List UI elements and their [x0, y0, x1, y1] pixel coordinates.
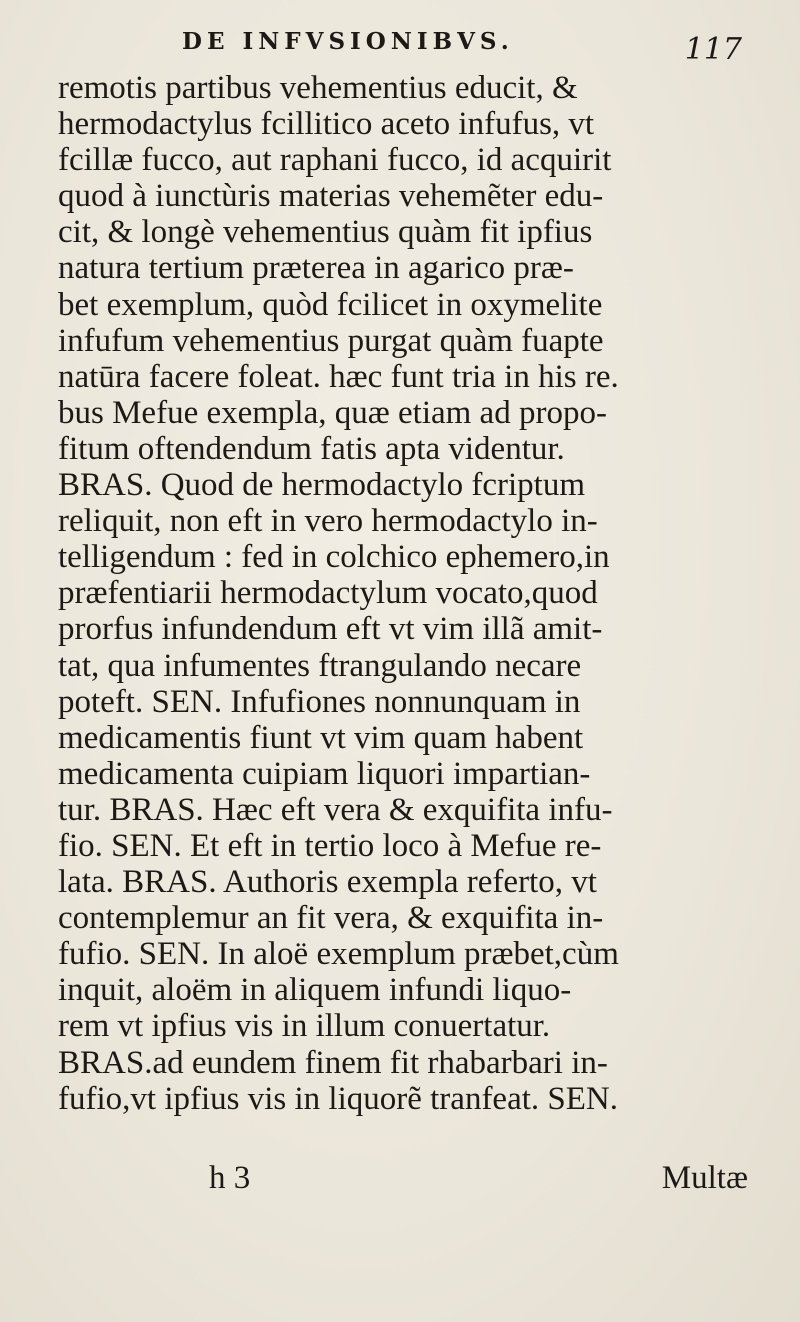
running-head: DE INFVSIONIBVS.: [182, 28, 514, 55]
text-line: medicamentis fiunt vt vim quam habent: [58, 719, 584, 756]
text-line: BRAS.ad eundem finem fit rhabarbari in-: [58, 1044, 608, 1081]
text-line: reliquit, non eft in vero hermodactylo in-: [58, 503, 598, 540]
text-line: bus Mefue exempla, quæ etiam ad propo-: [58, 394, 607, 431]
text-line: quod à iunctùris materias vehemẽter edu-: [58, 178, 604, 215]
text-block: [58, 70, 758, 1117]
text-line: lata. BRAS. Authoris exempla referto, vt: [58, 864, 597, 901]
text-line: bet exemplum, quòd fcilicet in oxymelite: [58, 286, 603, 323]
text-line: fitum oftendendum fatis apta videntur.: [58, 430, 565, 467]
text-line: fufio. SEN. In aloë exemplum præbet,cùm: [58, 936, 619, 973]
page-footer: [64, 1160, 754, 1200]
text-line: tat, qua infumentes ftrangulando necare: [58, 647, 582, 684]
catchword: Multæ: [661, 1160, 748, 1196]
text-line: infufum vehementius purgat quàm fuapte: [58, 322, 604, 359]
signature-mark: h 3: [209, 1160, 251, 1196]
text-line: natura tertium præterea in agarico præ-: [58, 250, 574, 287]
text-line: tur. BRAS. Hæc eft vera & exquifita infu-: [58, 791, 613, 828]
text-line: cit, & longè vehementius quàm fit ipfius: [58, 214, 593, 251]
text-line: fufio,vt ipfius vis in liquorẽ tranfeat. SEN.: [58, 1080, 618, 1117]
text-line: fcillæ fucco, aut raphani fucco, id acquirit: [58, 142, 612, 179]
text-line: inquit, aloëm in aliquem infundi liquo-: [58, 972, 572, 1009]
text-line: hermodactylus fcillitico aceto infufus, vt: [58, 106, 595, 143]
text-line: præfentiarii hermodactylum vocato,quod: [58, 575, 598, 612]
text-line: fio. SEN. Et eft in tertio loco à Mefue re-: [58, 827, 602, 864]
text-line: telligendum : fed in colchico ephemero,in: [58, 539, 610, 576]
text-line: medicamenta cuipiam liquori impartian-: [58, 755, 591, 792]
text-line: BRAS. Quod de hermodactylo fcriptum: [58, 467, 586, 504]
text-line: remotis partibus vehementius educit, &: [58, 70, 578, 106]
text-line: natūra facere foleat. hæc funt tria in his re.: [58, 358, 619, 395]
text-line: contemplemur an fit vera, & exquifita in-: [58, 900, 604, 937]
page-number: 117: [684, 32, 742, 67]
text-line: prorfus infundendum eft vt vim illã amit-: [58, 611, 603, 648]
text-line: poteft. SEN. Infufiones nonnunquam in: [58, 683, 581, 720]
text-line: rem vt ipfius vis in illum conuertatur.: [58, 1008, 551, 1045]
page-header: [182, 20, 742, 70]
